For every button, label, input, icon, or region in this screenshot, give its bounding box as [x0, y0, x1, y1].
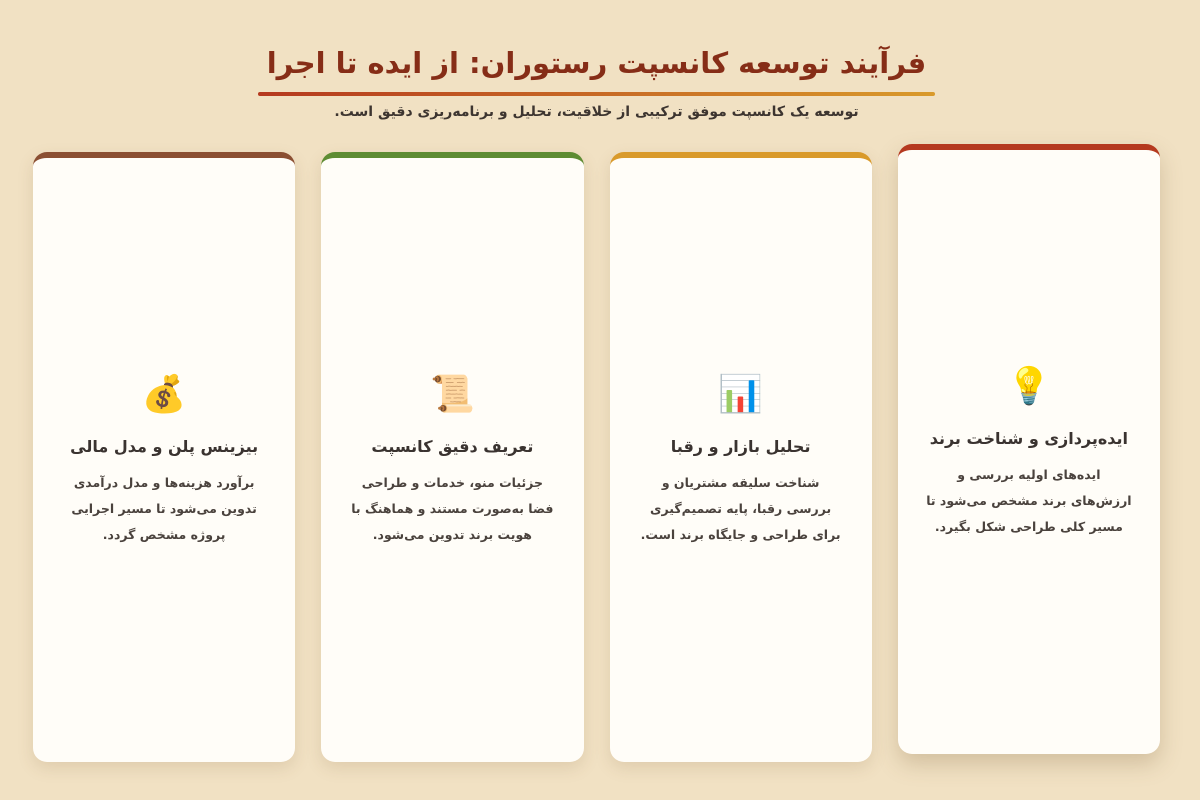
step-title: تحلیل بازار و رقبا	[670, 436, 811, 456]
header	[258, 40, 935, 120]
step-card-business-plan[interactable]	[33, 152, 295, 762]
bar-chart-icon: 📊	[718, 373, 764, 415]
money-bag-icon: 💰	[141, 373, 187, 415]
step-description: برآورد هزینه‌ها و مدل درآمدی تدوین می‌شود تا مسیر اجرایی پروژه مشخص گردد.	[71, 474, 257, 542]
step-title: تعریف دقیق کانسپت	[371, 436, 534, 456]
step-description: جزئیات منو، خدمات و طراحی فضا به‌صورت مستند و هماهنگ با هویت برند تدوین می‌شود.	[351, 474, 554, 542]
step-title: بیزینس پلن و مدل مالی	[70, 436, 259, 456]
page-subtitle: توسعه یک کانسپت موفق ترکیبی از خلاقیت، تحلیل و برنامه‌ریزی دقیق است.	[334, 104, 859, 120]
lightbulb-icon: 💡	[1006, 365, 1052, 407]
step-title: ایده‌پردازی و شناخت برند	[929, 428, 1129, 448]
title-divider	[258, 92, 935, 96]
step-description: ایده‌های اولیه بررسی و ارزش‌های برند مشخص می‌شود تا مسیر کلی طراحی شکل بگیرد.	[926, 466, 1132, 534]
step-description: شناخت سلیقه مشتریان و بررسی رقبا، پایه تصمیم‌گیری برای طراحی و جایگاه برند است.	[640, 474, 841, 542]
scroll-icon: 📜	[429, 373, 475, 415]
step-card-ideation[interactable]	[898, 144, 1160, 754]
step-card-concept-definition[interactable]	[321, 152, 583, 762]
step-card-market-analysis[interactable]	[610, 152, 872, 762]
page-title: فرآیند توسعه کانسپت رستوران: از ایده تا اجرا	[266, 46, 927, 80]
process-steps	[33, 152, 1160, 762]
